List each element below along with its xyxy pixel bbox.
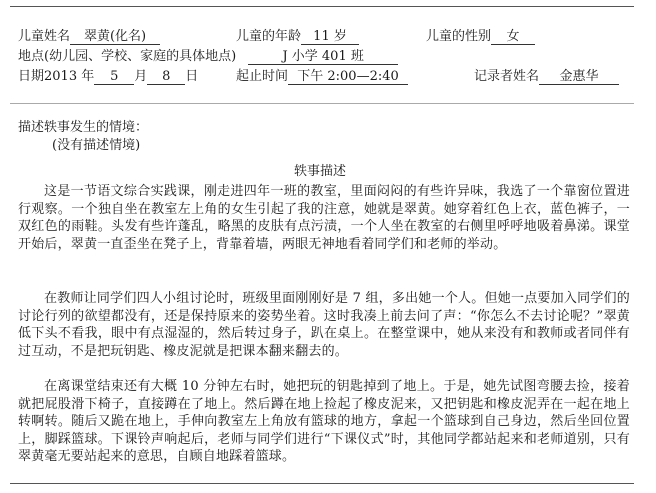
age-field bbox=[236, 29, 359, 45]
recorder-label: 记录者姓名 bbox=[474, 69, 540, 84]
name-value: 翠黄(化名) bbox=[70, 29, 160, 45]
recorder-value: 金惠华 bbox=[539, 69, 619, 85]
gender-field bbox=[426, 29, 535, 45]
location-field bbox=[18, 49, 398, 65]
time-value: 下午 2:00—2:40 bbox=[288, 69, 408, 85]
anecdote-title: 轶事描述 bbox=[294, 164, 347, 179]
month-label: 月 bbox=[134, 69, 148, 84]
name-label: 儿童姓名 bbox=[18, 29, 71, 44]
time-field bbox=[236, 69, 408, 85]
age-label: 儿童的年龄 bbox=[236, 29, 302, 44]
date-day: 8 bbox=[147, 69, 185, 85]
location-label: 地点(幼儿园、学校、家庭的具体地点) bbox=[18, 49, 237, 64]
gender-label: 儿童的性别 bbox=[426, 29, 492, 44]
top-rule bbox=[10, 6, 634, 7]
anecdote-paragraph-1: 这是一节语文综合实践课，刚走进四年一班的教室，里面闷闷的有些许异味，我选了一个靠窗位置进行观察。一个独自坐在教室左上角的女生引起了我的注意，她就是翠黄。她穿着红色上衣，蓝色裤子，一双红色的雨鞋。头发有些许蓬乱，略黑的皮肤有点污渍，一个人坐在教室的右侧里呼呼地吸着鼻涕。课堂开始后，翠黄一直歪坐在凳子上，背靠着墙，两眼无神地看着同学们和老师的举动。 bbox=[18, 184, 630, 252]
time-label: 起止时间 bbox=[236, 69, 289, 84]
recorder-field bbox=[474, 69, 619, 85]
bottom-rule bbox=[10, 483, 634, 484]
gender-value: 女 bbox=[491, 29, 535, 45]
date-month: 5 bbox=[94, 69, 134, 85]
header-rule bbox=[10, 103, 634, 104]
anecdote-paragraph-2: 在教师让同学们四人小组讨论时，班级里面刚刚好是 7 组，多出她一个人。但她一点要加入同学们的讨论行列的欲望都没有，还是保持原来的姿势坐着。这时我凑上前去问了声：“你怎么不去讨论呢？”翠黄低下头不看我，眼中有点湿湿的，然后转过身子，趴在桌上。在整堂课中，她从来没有和教师或者同伴有过互动，不是把玩钥匙、橡皮泥就是把课本翻来翻去的。 bbox=[18, 291, 630, 359]
location-value: J 小学 401 班 bbox=[248, 49, 398, 65]
record-row-1 bbox=[18, 29, 160, 45]
age-value: 11 岁 bbox=[301, 29, 359, 45]
situation-label: 描述轶事发生的情境： bbox=[18, 120, 149, 135]
situation-value: (没有描述情境) bbox=[52, 138, 141, 153]
day-label: 日 bbox=[185, 69, 199, 84]
date-field bbox=[18, 69, 198, 85]
date-prefix: 日期2013 年 bbox=[18, 69, 95, 84]
anecdote-paragraph-3: 在离课堂结束还有大概 10 分钟左右时，她把玩的钥匙掉到了地上。于是，她先试图弯腰去捡，接着就把屁股滑下椅子，直接蹲在了地上。然后蹲在地上捡起了橡皮泥来，又把钥匙和橡皮泥弄在一起在地上转啊转。随后又跪在地上，手伸向教室左上角放有篮球的地方，拿起一个篮球到自己身边，然后坐回位置上，脚踩篮球。下课铃声响起后，老师与同学们进行“下课仪式”时，其他同学都站起来和老师道别，只有翠黄毫无要站起来的意思，自顾自地踩着篮球。 bbox=[18, 379, 630, 464]
